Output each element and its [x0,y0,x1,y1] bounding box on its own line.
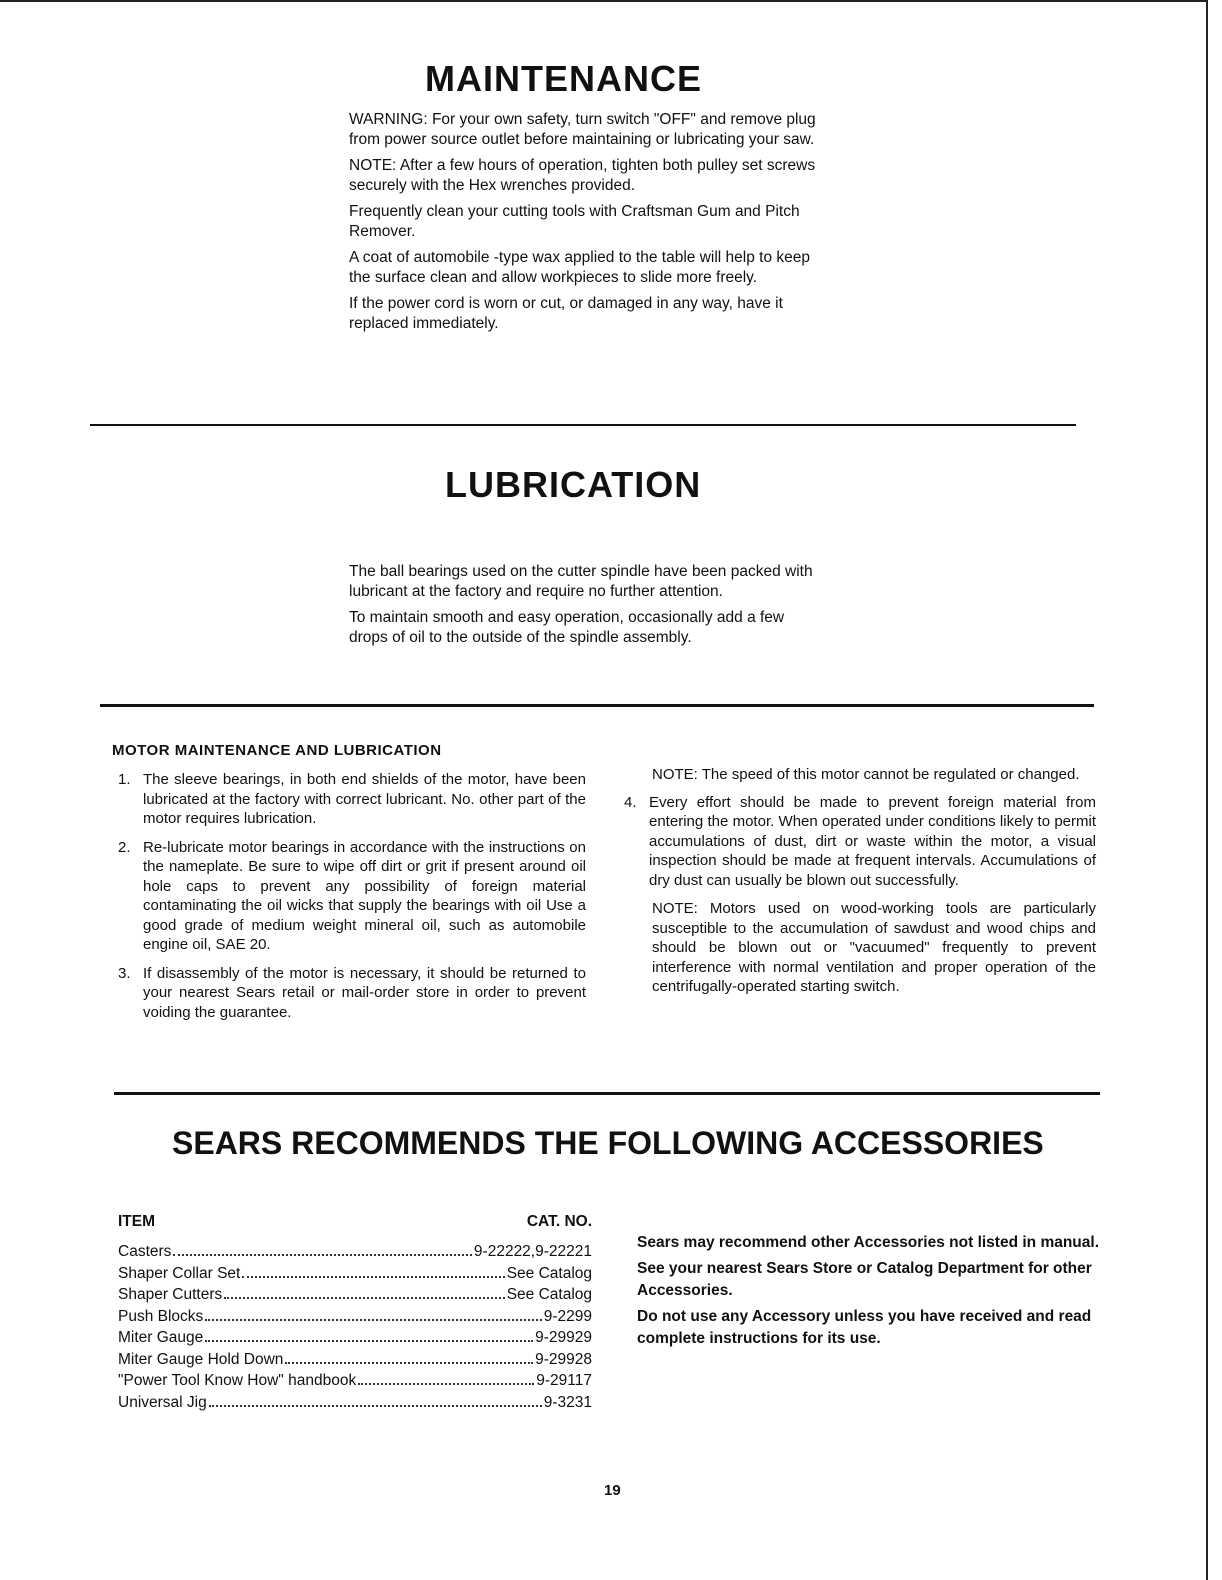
motor-heading: MOTOR MAINTENANCE AND LUBRICATION [112,742,442,759]
accessory-row [118,1349,592,1371]
dot-leader [205,1340,533,1342]
item-number: 2. [118,838,131,856]
motor-item-2 [118,838,586,955]
dot-leader [224,1297,504,1299]
dot-leader [205,1319,541,1321]
lubrication-oil: To maintain smooth and easy operation, occasionally add a few drops of oil to the outside of the spindle assembly. [349,609,785,646]
item-column-header: ITEM [118,1213,156,1230]
motor-item-3 [118,964,586,1023]
divider [114,1092,1100,1095]
dot-leader [285,1362,533,1364]
divider [100,704,1094,707]
motor-item-1 [118,770,586,829]
accessory-name: Shaper Collar Set [118,1264,241,1282]
item-number: 1. [118,771,131,788]
accessory-row [118,1306,592,1328]
item-text: The sleeve bearings, in both end shields of the motor, have been lubricated at the factory with correct lubricant. No. other part of the motor requires lubrication. [143,771,586,827]
dot-leader [173,1254,472,1256]
item-text: Re-lubricate motor bearings in accordance with the instructions on the nameplate. Be sure to wipe off dirt or grit if present around oil hole caps to prevent any possibility of foreign material contaminating the oil wicks that supply the bearings with oil Use a good grade of medium weight mineral oil, such as automobile engine oil, SAE 20. [143,838,586,953]
maintenance-wax: A coat of automobile -type wax applied to the table will help to keep the surface clean and allow workpieces to slide more freely. [349,249,810,286]
accessory-note: Sears may recommend other Accessories not listed in manual. [637,1234,1100,1251]
accessory-name: "Power Tool Know How" handbook [118,1372,357,1389]
motor-sawdust-note: NOTE: Motors used on wood-working tools are particularly susceptible to the accumulation of sawdust and wood chips and should be blown out or "vacuumed" frequently to prevent interference with normal ventilation and proper operation of the centrifugally-operated starting switch. [652,900,1096,995]
page-number: 19 [604,1482,621,1499]
motor-speed-note: NOTE: The speed of this motor cannot be regulated or changed. [652,766,1080,783]
dot-leader [209,1405,542,1407]
accessories-table [118,1213,592,1413]
accessory-cat-no: 9-29117 [536,1372,592,1389]
accessories-title: SEARS RECOMMENDS THE FOLLOWING ACCESSORIES [172,1125,1044,1161]
maintenance-note: NOTE: After a few hours of operation, tighten both pulley set screws securely with the Hex wrenches provided. [349,157,816,194]
accessory-row [118,1327,592,1349]
accessory-cat-no: 9-29929 [535,1329,592,1346]
maintenance-title: MAINTENANCE [425,58,702,99]
item-number: 4. [624,793,637,811]
accessory-cat-no: 9-22222,9-22221 [473,1243,592,1260]
accessory-note: Do not use any Accessory unless you have received and read complete instructions for its use. [637,1308,1092,1347]
cat-no-column-header: CAT. NO. [526,1213,592,1230]
lubrication-bearings: The ball bearings used on the cutter spindle have been packed with lubricant at the factory and require no further attention. [349,563,813,600]
dot-leader [358,1383,534,1385]
accessory-row [118,1241,592,1263]
item-text: Every effort should be made to prevent foreign material from entering the motor. When operated under conditions likely to permit accumulations of dust, dirt or waste within the motor, a visual inspection should be made at frequent intervals. Accumulations of dry dust can usually be blown out successfully. [649,793,1096,889]
maintenance-cord: If the power cord is worn or cut, or damaged in any way, have it replaced immediately. [349,295,783,332]
accessory-row [118,1284,592,1306]
accessories-table-header [118,1213,592,1231]
item-number: 3. [118,964,131,982]
accessory-name: Push Blocks [118,1307,204,1325]
item-text: If disassembly of the motor is necessary, it should be returned to your nearest Sears retail or mail-order store in order to prevent voiding the guarantee. [143,964,586,1021]
lubrication-body [349,562,819,654]
motor-item-4 [624,793,1096,891]
accessory-cat-no: See Catalog [506,1264,592,1282]
lubrication-title: LUBRICATION [445,464,702,505]
accessory-name: Miter Gauge Hold Down [118,1350,284,1368]
accessory-row [118,1392,592,1414]
maintenance-body [349,110,824,340]
accessory-cat-no: 9-29928 [535,1350,592,1368]
accessory-cat-no: 9-2299 [543,1307,592,1325]
divider [90,424,1076,426]
accessory-name: Shaper Cutters [118,1286,223,1303]
dot-leader [242,1276,504,1278]
accessories-notes [637,1232,1117,1354]
motor-left-column [118,770,586,1031]
accessory-note: See your nearest Sears Store or Catalog Department for other Accessories. [637,1260,1092,1299]
motor-right-column [624,765,1096,1005]
accessory-cat-no: 9-3231 [543,1393,592,1411]
maintenance-clean: Frequently clean your cutting tools with Craftsman Gum and Pitch Remover. [349,203,800,240]
accessory-row [118,1263,592,1285]
accessory-name: Universal Jig [118,1393,207,1411]
maintenance-warning: WARNING: For your own safety, turn switch "OFF" and remove plug from power source outlet before maintaining or lubricating your saw. [349,111,816,148]
accessory-row [118,1370,592,1392]
accessory-name: Casters [118,1243,172,1260]
accessory-name: Miter Gauge [118,1329,204,1346]
accessory-cat-no: See Catalog [506,1286,592,1303]
